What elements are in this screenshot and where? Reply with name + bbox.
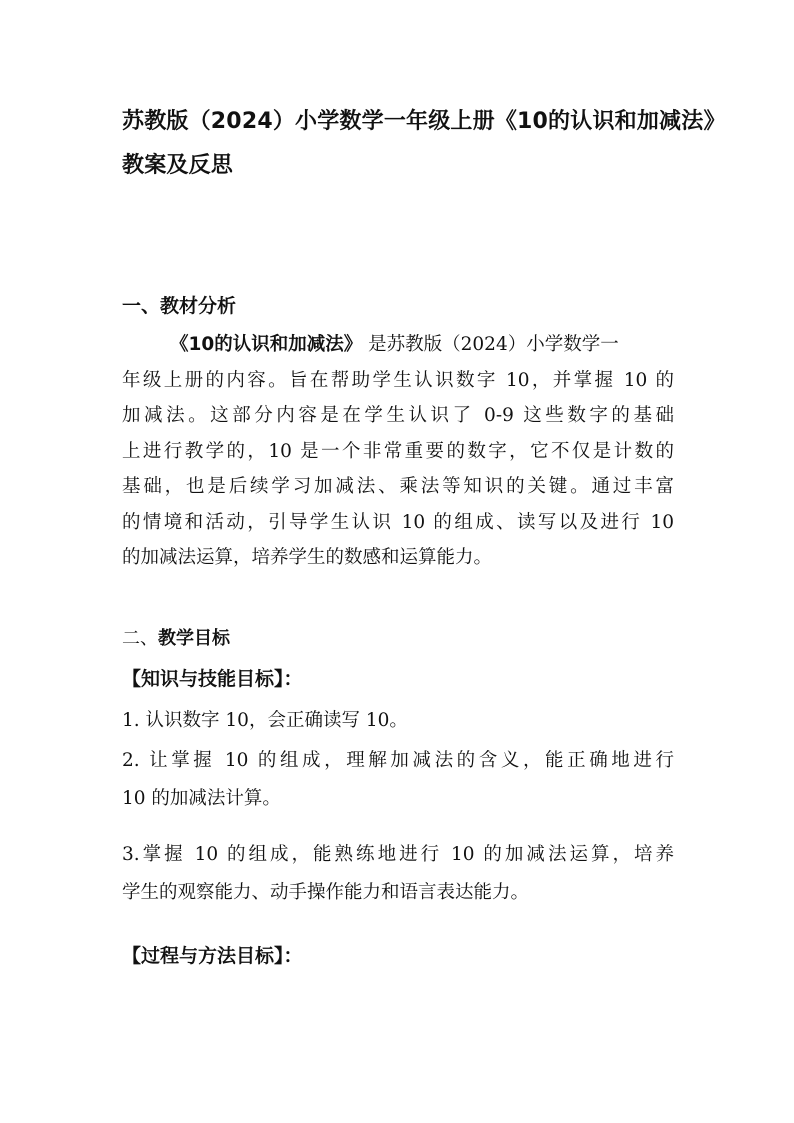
paragraph-line: 的加减法运算，培养学生的数感和运算能力。 [122,547,493,568]
goal-item-2 [122,742,674,818]
lesson-title-reference: 《10的认识和加减法》 [170,334,363,355]
paragraph-line: 上进行教学的，10 是一个非常重要的数字，它不仅是计数的 [122,440,674,462]
knowledge-skills-goal-heading: 【知识与技能目标】： [122,668,303,690]
goal-item-line: 3.掌握 10 的组成，能熟练地进行 10 的加减法运算，培养 [122,844,674,865]
goal-item-3 [122,836,674,912]
title-line-1: 苏教版（2024）小学数学一年级上册《10的认识和加减法》 [122,109,726,134]
paragraph-line: 基础，也是后续学习加减法、乘法等知识的关键。通过丰富 [122,476,674,497]
section-heading-teaching-goals [122,627,230,651]
process-method-goal-heading: 【过程与方法目标】： [122,945,303,967]
goal-item-1 [122,702,674,740]
textbook-analysis-paragraph [122,327,674,576]
goal-item-line: 1. 认识数字 10，会正确读写 10。 [122,710,408,731]
paragraph-line-text: 是苏教版（2024）小学数学一 [362,334,619,355]
title-line-2: 教案及反思 [122,153,234,178]
paragraph-line [122,327,674,363]
goal-item-line: 10 的加减法计算。 [122,788,281,809]
paragraph-line: 的情境和活动，引导学生认识 10 的组成、读写以及进行 10 [122,511,674,533]
section-heading-text: 教学目标 [158,628,230,649]
paragraph-line: 年级上册的内容。旨在帮助学生认识数字 10，并掌握 10 的 [122,369,674,391]
paragraph-line: 加减法。这部分内容是在学生认识了 0-9 这些数字的基础 [122,405,674,426]
goal-item-line: 2. 让掌握 10 的组成，理解加减法的含义，能正确地进行 [122,750,674,771]
section-heading-textbook-analysis: 一、教材分析 [122,295,237,317]
section-number: 二、 [122,628,158,649]
document-title [122,100,726,188]
goal-item-line: 学生的观察能力、动手操作能力和语言表达能力。 [122,882,530,903]
